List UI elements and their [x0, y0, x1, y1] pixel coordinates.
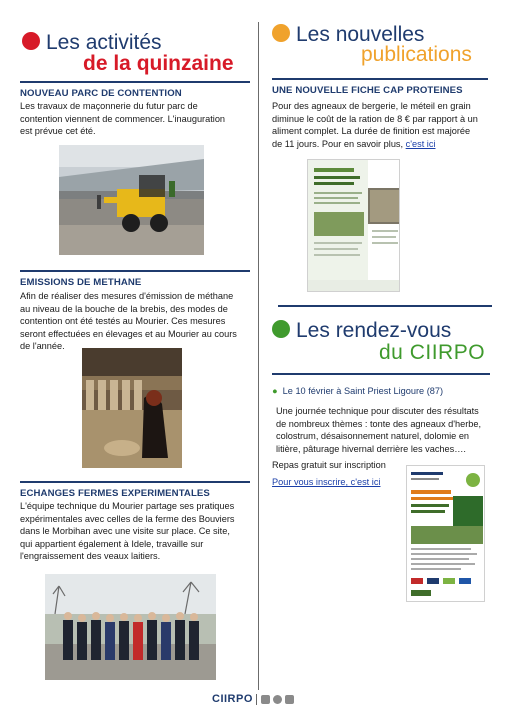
event-meal: Repas gratuit sur inscription — [272, 460, 386, 470]
section-rule — [20, 481, 250, 483]
photo-group-visit — [45, 574, 216, 680]
event-bullet: ● Le 10 février à Saint Priest Ligoure (87) — [272, 386, 444, 396]
event-description: Une journée technique pour discuter des résultats de nombreux thèmes : tonte des agneaux d'herbe, colostrum, désaisonnement naturel, dolomie en litière, pâturage hivernal derrière les vaches…. — [276, 406, 482, 454]
section-text-parc: Les travaux de maçonnerie du futur parc de contention viennent de commencer. L'inauguration est prévue cet été. — [20, 101, 226, 136]
fiche-link[interactable]: c'est ici — [405, 138, 436, 149]
section-rule — [272, 78, 488, 80]
section-title-methane: EMISSIONS DE METHANE — [20, 277, 142, 288]
green-dot-icon — [272, 320, 290, 338]
rdv-heading-line1: Les rendez-vous — [296, 319, 452, 342]
event-register-link[interactable]: Pour vous inscrire, c'est ici — [272, 477, 381, 487]
section-text-fiche: Pour des agneaux de bergerie, le méteil en grain diminue le coût de la ration de 8 € par rapport à un aliment complet. La durée de finition est majorée de 11 jours. Pour en savoir plus, c'est ici — [272, 101, 478, 149]
section-rule — [20, 270, 250, 272]
instagram-icon[interactable] — [261, 695, 270, 704]
ciirpo-logo: CIIRPO — [212, 693, 253, 705]
section-text-echanges: L'équipe technique du Mourier partage ses pratiques expérimentales avec celles de la ferme des Bouviers dans le Morbihan avec une visite sur place. Ce site, qui appartient également à Idele, travaille sur l'engraissement des veaux laitiers. — [20, 501, 235, 561]
publications-heading-line2: publications — [361, 43, 472, 66]
section-text-methane: Afin de réaliser des mesures d'émission de méthane au niveau de la bouche de la brebis, des modes de contention ont été testés au Mourier. Ces mesures seront effectuées en élevages et au Mourier au cours de l'année. — [20, 291, 237, 351]
photo-sheep-barn — [82, 348, 182, 468]
orange-dot-icon — [272, 24, 290, 42]
footer-separator — [256, 694, 257, 705]
rdv-heading-line2: du CIIRPO — [379, 341, 486, 364]
activities-heading-line1: Les activités — [46, 31, 162, 54]
bullet-icon: ● — [272, 386, 278, 396]
section-title-echanges: ECHANGES FERMES EXPERIMENTALES — [20, 488, 210, 499]
linkedin-icon[interactable] — [285, 695, 294, 704]
section-rule — [272, 373, 490, 375]
facebook-icon[interactable] — [273, 695, 282, 704]
section-rule — [278, 305, 492, 307]
activities-heading-line2: de la quinzaine — [83, 52, 234, 75]
section-title-parc: NOUVEAU PARC DE CONTENTION — [20, 88, 182, 99]
section-title-fiche: UNE NOUVELLE FICHE CAP PROTEINES — [272, 85, 463, 96]
event-flyer-thumbnail[interactable] — [406, 465, 485, 602]
section-rule — [20, 81, 250, 83]
column-divider — [258, 22, 259, 690]
photo-construction-site — [59, 145, 204, 255]
red-dot-icon — [22, 32, 40, 50]
fiche-cover-thumbnail[interactable] — [307, 159, 400, 292]
publications-heading-line1: Les nouvelles — [296, 23, 425, 46]
